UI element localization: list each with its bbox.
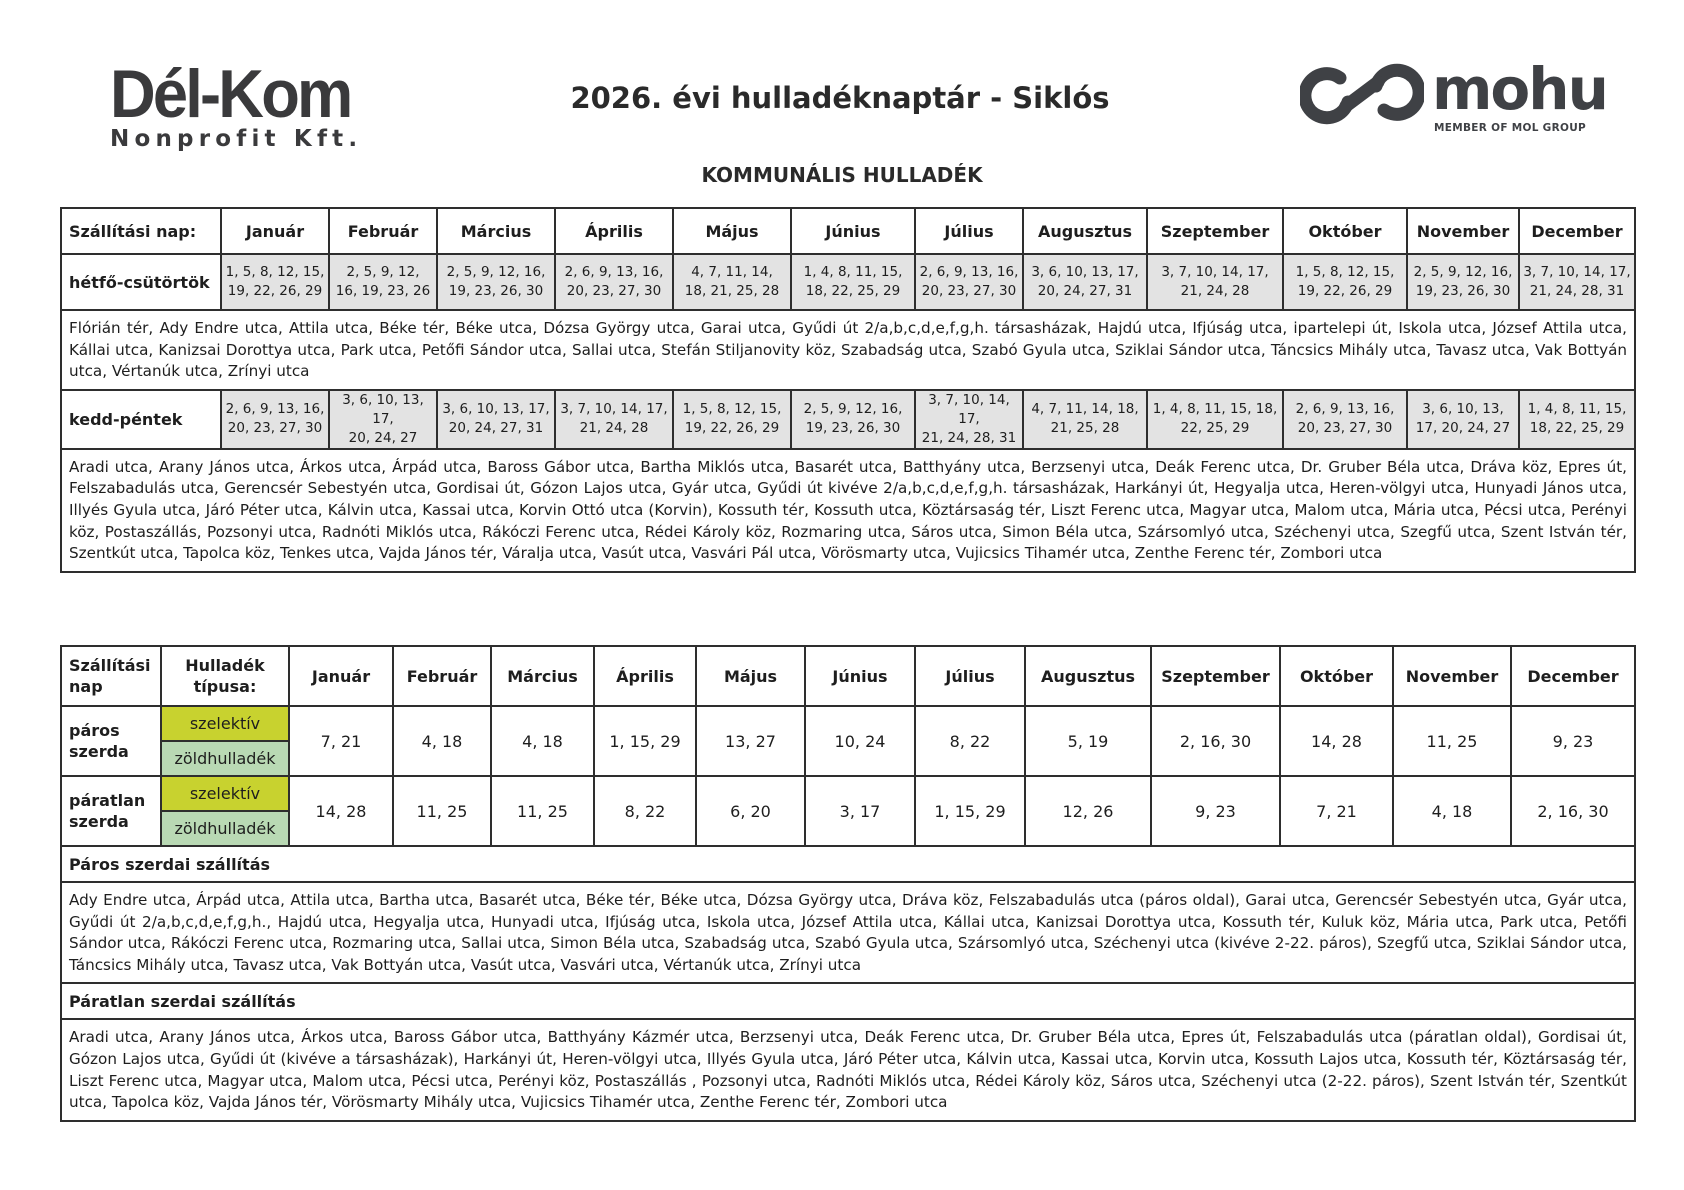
month-header: Május xyxy=(673,208,791,254)
date-cell: 1, 5, 8, 12, 15, 19, 22, 26, 29 xyxy=(673,390,791,449)
date-cell: 3, 6, 10, 13, 17, 20, 24, 27 xyxy=(1407,390,1519,449)
date-cell: 4, 18 xyxy=(393,706,491,776)
date-cell: 2, 5, 9, 12, 16, 19, 23, 26, 30 xyxy=(437,254,555,310)
day-label: páros szerda xyxy=(61,706,161,776)
date-cell: 3, 7, 10, 14, 17, 21, 24, 28 xyxy=(555,390,673,449)
month-header: Május xyxy=(696,646,805,706)
table-header-row xyxy=(61,208,1635,254)
day-label: páratlan szerda xyxy=(61,776,161,846)
mohu-logo-icon xyxy=(1300,62,1424,126)
date-cell: 2, 16, 30 xyxy=(1151,706,1280,776)
date-cell: 1, 15, 29 xyxy=(594,706,696,776)
date-cell: 7, 21 xyxy=(289,706,393,776)
date-cell: 1, 4, 8, 11, 15, 18, 22, 25, 29 xyxy=(1519,390,1635,449)
table-header-row xyxy=(61,646,1635,706)
date-cell: 1, 5, 8, 12, 15, 19, 22, 26, 29 xyxy=(221,254,329,310)
date-cell: 2, 6, 9, 13, 16, 20, 23, 27, 30 xyxy=(1283,390,1407,449)
table-row-tuesday-friday xyxy=(61,390,1635,449)
date-cell: 1, 15, 29 xyxy=(915,776,1025,846)
section-title: KOMMUNÁLIS HULLADÉK xyxy=(701,163,983,187)
date-cell: 6, 20 xyxy=(696,776,805,846)
date-cell: 3, 6, 10, 13, 17, 20, 24, 27 xyxy=(329,390,437,449)
street-list: Ady Endre utca, Árpád utca, Attila utca, Bartha utca, Basarét utca, Béke tér, Béke utca, Dózsa György utca, Dráva köz, Felszabadulás utca (páros oldal), Garai utca, Gerencsér Sebestyén utca, Gyár utca, Gyűdi út 2/a,b,c,d,e,f,g,h., Hajdú utca, Hegyalja utca, Hunyadi utca, Ifjúság utca, Iskola utca, József Attila utca, Kállai utca, Kanizsai Dorottya utca, Kossuth tér, Kuluk köz, Mária utca, Park utca, Petőfi Sándor utca, Rákóczi Ferenc utca, Rozmaring utca, Sallai utca, Simon Béla utca, Szabadság utca, Szabó Gyula utca, Szársomlyó utca, Széchenyi utca (kivéve 2-22. páros), Szegfű utca, Sziklai Sándor utca, Táncsics Mihály utca, Tavasz utca, Vak Bottyán utca, Vasút utca, Vasvári utca, Vértanúk utca, Zrínyi utca xyxy=(61,882,1635,983)
mohu-logo-text: mohu xyxy=(1432,55,1607,123)
col-header-type: Hulladék típusa: xyxy=(161,646,289,706)
date-cell: 4, 7, 11, 14, 18, 21, 25, 28 xyxy=(673,254,791,310)
month-header: Október xyxy=(1283,208,1407,254)
date-cell: 4, 18 xyxy=(491,706,594,776)
table-row-even-wednesday xyxy=(61,706,1635,741)
date-cell: 2, 6, 9, 13, 16, 20, 23, 27, 30 xyxy=(221,390,329,449)
street-list: Flórián tér, Ady Endre utca, Attila utca, Béke tér, Béke utca, Dózsa György utca, Garai utca, Gyűdi út 2/a,b,c,d,e,f,g,h. társasházak, Hajdú utca, Ifjúság utca, ipartelepi út, Iskola utca, József Attila utca, Kállai utca, Kanizsai Dorottya utca, Park utca, Petőfi Sándor utca, Sallai utca, Stefán Stiljanovity köz, Szabadság utca, Szabó Gyula utca, Sziklai Sándor utca, Táncsics Mihály utca, Tavasz utca, Vak Bottyán utca, Vértanúk utca, Zrínyi utca xyxy=(61,310,1635,390)
month-header: December xyxy=(1511,646,1635,706)
date-cell: 12, 26 xyxy=(1025,776,1151,846)
date-cell: 3, 7, 10, 14, 17, 21, 24, 28, 31 xyxy=(915,390,1023,449)
date-cell: 13, 27 xyxy=(696,706,805,776)
date-cell: 3, 7, 10, 14, 17, 21, 24, 28, 31 xyxy=(1519,254,1635,310)
date-cell: 2, 6, 9, 13, 16, 20, 23, 27, 30 xyxy=(915,254,1023,310)
date-cell: 11, 25 xyxy=(393,776,491,846)
table-row-monday-thursday xyxy=(61,254,1635,310)
date-cell: 2, 5, 9, 12, 16, 19, 23, 26, 30 xyxy=(791,390,915,449)
odd-streets-row xyxy=(61,1019,1635,1120)
type-green-badge: zöldhulladék xyxy=(161,741,289,776)
month-header: Március xyxy=(437,208,555,254)
month-header: December xyxy=(1519,208,1635,254)
odd-wednesday-title: Páratlan szerdai szállítás xyxy=(61,983,1635,1019)
date-cell: 8, 22 xyxy=(594,776,696,846)
date-cell: 4, 18 xyxy=(1393,776,1511,846)
date-cell: 3, 6, 10, 13, 17, 20, 24, 27, 31 xyxy=(1023,254,1147,310)
street-list: Aradi utca, Arany János utca, Árkos utca, Baross Gábor utca, Batthyány Kázmér utca, Berzsenyi utca, Deák Ferenc utca, Dr. Gruber Béla utca, Epres út, Felszabadulás utca (páratlan oldal), Gordisai út, Gózon Lajos utca, Gyűdi út (kivéve a társasházak), Harkányi út, Heren-völgyi utca, Illyés Gyula utca, Járó Péter utca, Kálvin utca, Kassai utca, Korvin utca, Kossuth Lajos utca, Kossuth tér, Köztársaság tér, Liszt Ferenc utca, Magyar utca, Malom utca, Pécsi utca, Perényi köz, Postaszállás , Pozsonyi utca, Radnóti Miklós utca, Rédei Károly köz, Sáros utca, Széchenyi utca (2-22. páros), Szent István tér, Szentkút utca, Tapolca köz, Vajda János tér, Vörösmarty Mihály utca, Vujicsics Tihamér utca, Zenthe Ferenc tér, Zombori utca xyxy=(61,1019,1635,1120)
day-label: kedd-péntek xyxy=(61,390,221,449)
date-cell: 7, 21 xyxy=(1280,776,1393,846)
month-header: Augusztus xyxy=(1025,646,1151,706)
type-selective-badge: szelektív xyxy=(161,706,289,741)
date-cell: 8, 22 xyxy=(915,706,1025,776)
communal-schedule-table xyxy=(60,207,1636,573)
even-title-row xyxy=(61,846,1635,882)
delkom-logo-sub: Nonprofit Kft. xyxy=(110,126,363,152)
day-label: hétfő-csütörtök xyxy=(61,254,221,310)
date-cell: 1, 5, 8, 12, 15, 19, 22, 26, 29 xyxy=(1283,254,1407,310)
date-cell: 4, 7, 11, 14, 18, 21, 25, 28 xyxy=(1023,390,1147,449)
type-green-badge: zöldhulladék xyxy=(161,811,289,846)
date-cell: 9, 23 xyxy=(1511,706,1635,776)
col-header-day: Szállítási nap: xyxy=(61,208,221,254)
month-header: Április xyxy=(555,208,673,254)
date-cell: 2, 16, 30 xyxy=(1511,776,1635,846)
month-header: Június xyxy=(791,208,915,254)
month-header: Június xyxy=(805,646,915,706)
date-cell: 1, 4, 8, 11, 15, 18, 22, 25, 29 xyxy=(791,254,915,310)
date-cell: 2, 5, 9, 12, 16, 19, 23, 26, 30 xyxy=(1407,254,1519,310)
mohu-logo xyxy=(1300,55,1607,138)
table-row-odd-wednesday xyxy=(61,776,1635,811)
month-header: Január xyxy=(221,208,329,254)
date-cell: 2, 6, 9, 13, 16, 20, 23, 27, 30 xyxy=(555,254,673,310)
month-header: Szeptember xyxy=(1151,646,1280,706)
selective-schedule-table xyxy=(60,645,1636,1122)
date-cell: 11, 25 xyxy=(491,776,594,846)
streets-row-monday-thursday xyxy=(61,310,1635,390)
month-header: Július xyxy=(915,208,1023,254)
month-header: Április xyxy=(594,646,696,706)
date-cell: 5, 19 xyxy=(1025,706,1151,776)
page-title: 2026. évi hulladéknaptár - Siklós xyxy=(570,81,1110,115)
date-cell: 9, 23 xyxy=(1151,776,1280,846)
month-header: Augusztus xyxy=(1023,208,1147,254)
date-cell: 10, 24 xyxy=(805,706,915,776)
odd-title-row xyxy=(61,983,1635,1019)
date-cell: 11, 25 xyxy=(1393,706,1511,776)
date-cell: 3, 7, 10, 14, 17, 21, 24, 28 xyxy=(1147,254,1283,310)
date-cell: 14, 28 xyxy=(289,776,393,846)
month-header: Szeptember xyxy=(1147,208,1283,254)
month-header: November xyxy=(1407,208,1519,254)
month-header: November xyxy=(1393,646,1511,706)
delkom-logo xyxy=(110,56,390,152)
month-header: Január xyxy=(289,646,393,706)
col-header-day: Szállítási nap xyxy=(61,646,161,706)
street-list: Aradi utca, Arany János utca, Árkos utca, Árpád utca, Baross Gábor utca, Bartha Miklós utca, Basarét utca, Batthyány utca, Berzsenyi utca, Deák Ferenc utca, Dr. Gruber Béla utca, Dráva köz, Epres út, Felszabadulás utca, Gerencsér Sebestyén utca, Gordisai út, Gózon Lajos utca, Gyár utca, Gyűdi út kivéve 2/a,b,c,d,e,f,g,h. társasházak, Harkányi út, Hegyalja utca, Heren-völgyi utca, Hunyadi János utca, Illyés Gyula utca, Járó Péter utca, Kálvin utca, Kassai utca, Korvin Ottó utca (Korvin), Kossuth tér, Kossuth utca, Köztársaság tér, Liszt Ferenc utca, Magyar utca, Malom utca, Mária utca, Pécsi utca, Perényi köz, Postaszállás, Pozsonyi utca, Radnóti Miklós utca, Rákóczi Ferenc utca, Rédei Károly köz, Rozmaring utca, Sáros utca, Simon Béla utca, Szársomlyó utca, Széchenyi utca, Szegfű utca, Szent István tér, Szentkút utca, Tapolca köz, Tenkes utca, Vajda János tér, Váralja utca, Vasút utca, Vasvári Pál utca, Vörösmarty utca, Vujicsics Tihamér utca, Zenthe Ferenc tér, Zombori utca xyxy=(61,449,1635,572)
month-header: Március xyxy=(491,646,594,706)
even-streets-row xyxy=(61,882,1635,983)
month-header: Február xyxy=(393,646,491,706)
month-header: Február xyxy=(329,208,437,254)
date-cell: 2, 5, 9, 12, 16, 19, 23, 26 xyxy=(329,254,437,310)
date-cell: 3, 6, 10, 13, 17, 20, 24, 27, 31 xyxy=(437,390,555,449)
type-selective-badge: szelektív xyxy=(161,776,289,811)
date-cell: 1, 4, 8, 11, 15, 18, 22, 25, 29 xyxy=(1147,390,1283,449)
even-wednesday-title: Páros szerdai szállítás xyxy=(61,846,1635,882)
mohu-logo-tagline: MEMBER OF MOL GROUP xyxy=(1434,122,1587,134)
streets-row-tuesday-friday xyxy=(61,449,1635,572)
date-cell: 3, 17 xyxy=(805,776,915,846)
delkom-logo-main: Dél-Kom xyxy=(110,56,351,132)
date-cell: 14, 28 xyxy=(1280,706,1393,776)
month-header: Július xyxy=(915,646,1025,706)
month-header: Október xyxy=(1280,646,1393,706)
